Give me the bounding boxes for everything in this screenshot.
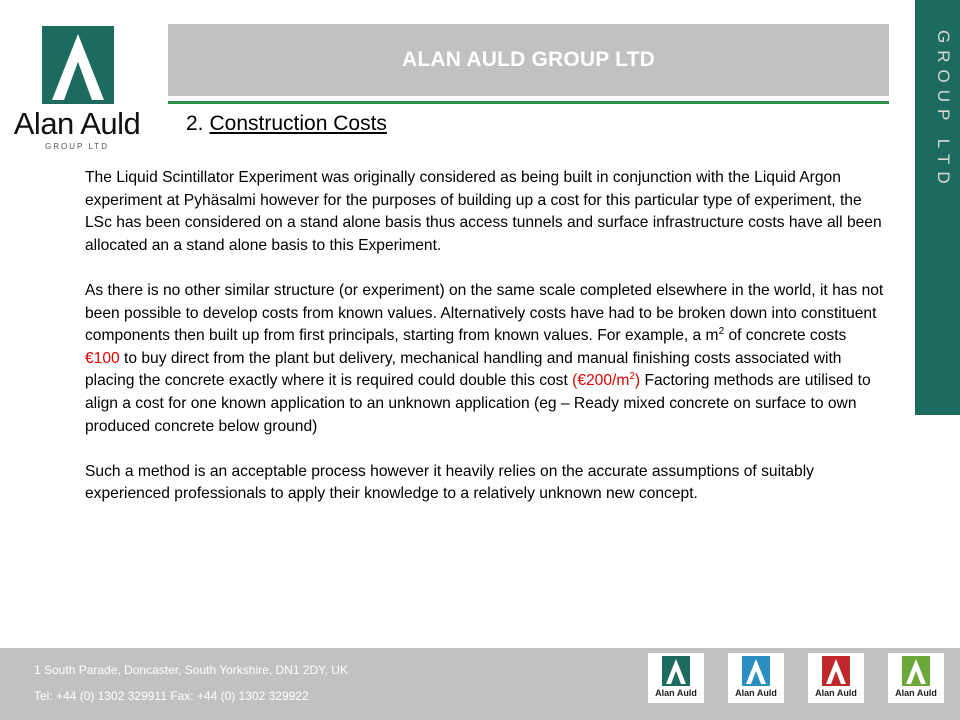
brand-label: Alan Auld [735,688,777,698]
brand-logo-group [648,653,704,703]
brand-a-icon [902,656,930,686]
side-tab [915,0,960,415]
logo-subtitle: GROUP LTD [45,142,109,151]
footer [0,648,960,720]
company-logo [8,26,146,156]
logo-a-mark-icon [42,26,114,104]
paragraph-1: The Liquid Scintillator Experiment was originally considered as being built in conjunction with the Liquid Argon experiment at Pyhäsalmi however for the purposes of building up a cost for this particular type of experiment, the LSc has been considered on a stand alone basis thus access tunnels and surface infrastructure costs have all been allocated an a stand alone basis to this Experiment. [85,169,882,254]
side-tab-text: GROUP LTD [934,30,953,191]
p2-text-d: Factoring methods are utilised to align a cost for one known application to an unknown application (eg – Ready mixed concrete on surface to own produced concrete below ground) [85,372,871,435]
brand-logo-engineering [728,653,784,703]
p2-text-c: to buy direct from the plant but delivery, mechanical handling and manual finishing costs associated with placing the concrete exactly where it is required could double this cost [85,349,842,390]
brand-a-icon [742,656,770,686]
p2-sup-1: 2 [718,325,725,337]
header-title: ALAN AULD GROUP LTD [401,48,656,71]
footer-contact: Tel: +44 (0) 1302 329911 Fax: +44 (0) 1302 329922 [34,689,309,703]
body-content [85,167,885,529]
price-2-b: ) [634,372,641,390]
section-number: 2. [186,112,204,135]
brand-a-icon [822,656,850,686]
brand-label: Alan Auld [655,688,697,698]
footer-address: 1 South Parade, Doncaster, South Yorkshire, DN1 2DY, UK [34,663,348,677]
section-heading [186,112,387,136]
brand-label: Alan Auld [815,688,857,698]
price-highlight-2 [572,372,640,389]
header-bar [168,24,889,96]
paragraph-2 [85,280,885,438]
price-highlight-1: €100 [85,349,120,367]
section-title: Construction Costs [209,112,387,135]
logo-wordmark: Alan Auld [13,106,141,141]
brand-logo-management [888,653,944,703]
price-2-sup: 2 [629,371,635,383]
brand-label: Alan Auld [895,688,937,698]
paragraph-3: Such a method is an acceptable process however it heavily relies on the accurate assumptions of suitably experienced professionals to apply their knowledge to a relatively unknown new concept. [85,462,814,503]
header-divider [168,101,889,104]
p2-text-b: of concrete costs [724,327,847,345]
brand-logo-commercial [808,653,864,703]
price-2-a: (€200/m [572,372,630,390]
p2-text-a: As there is no other similar structure (or experiment) on the same scale completed elsewhere in the world, it has not been possible to develop costs from known values. Alternatively costs have had to be broken down into constituent components then built up from first principals, starting from known values. For example, a m [85,281,884,345]
brand-a-icon [662,656,690,686]
